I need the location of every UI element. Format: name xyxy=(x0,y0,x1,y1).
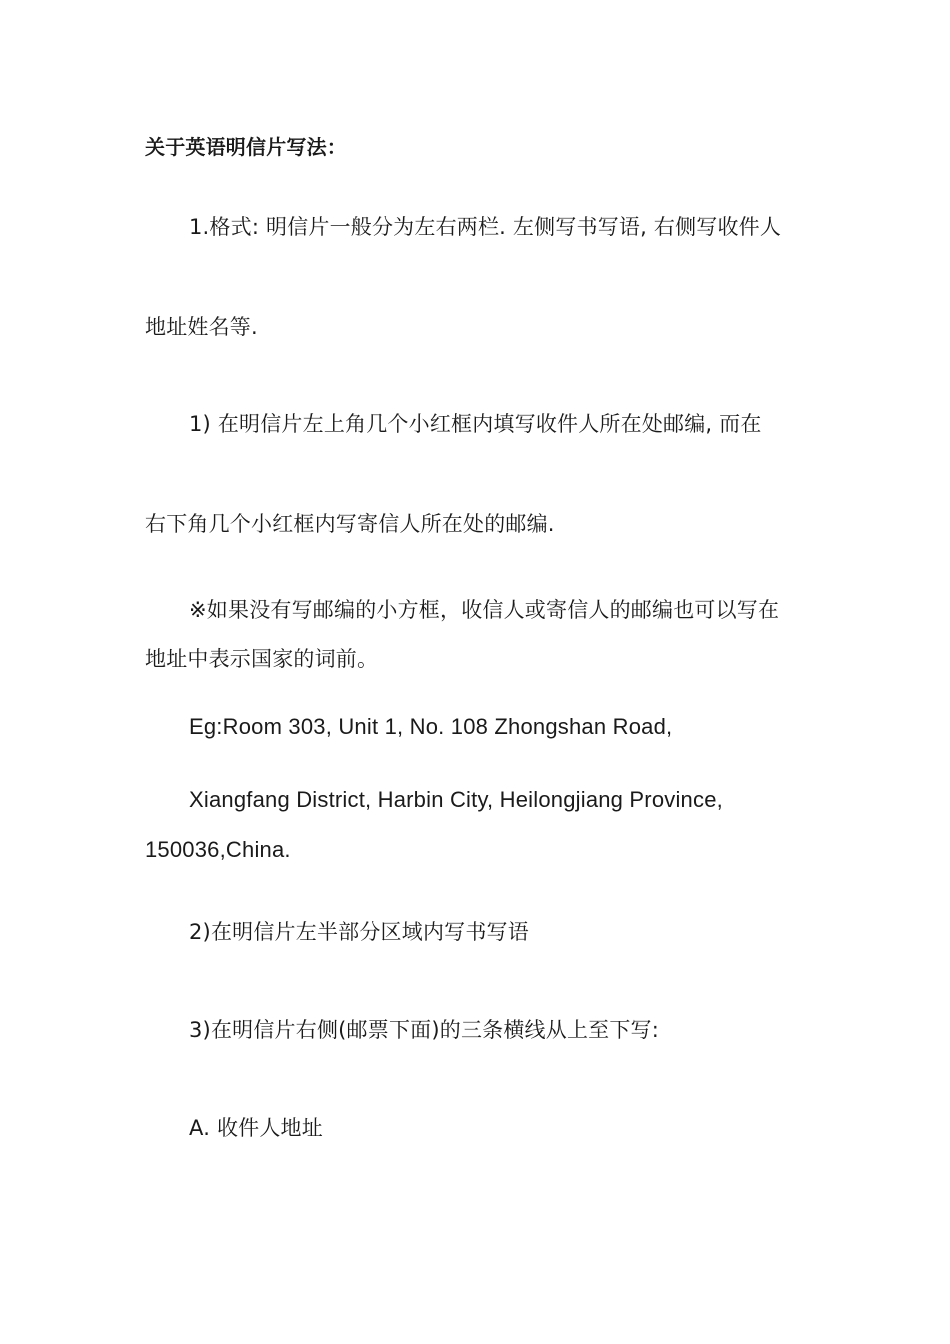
example-address-line-3: 150036,China. xyxy=(145,837,291,862)
example-address-line-1: Eg:Room 303, Unit 1, No. 108 Zhongshan Road, xyxy=(189,714,673,739)
paragraph-step2: 2)在明信片左半部分区域内写书写语 xyxy=(189,920,529,944)
paragraph-format-line-2: 地址姓名等. xyxy=(145,315,258,339)
paragraph-note-line-2: 地址中表示国家的词前。 xyxy=(145,647,379,671)
paragraph-step3: 3)在明信片右侧(邮票下面)的三条横线从上至下写: xyxy=(189,1018,660,1042)
paragraph-step3-item-a: A. 收件人地址 xyxy=(189,1116,323,1140)
paragraph-note-line-1: ※如果没有写邮编的小方框，收信人或寄信人的邮编也可以写在 xyxy=(189,598,780,622)
paragraph-step1-line-1: 1) 在明信片左上角几个小红框内填写收件人所在处邮编, 而在 xyxy=(189,412,762,436)
paragraph-step1-line-2: 右下角几个小红框内写寄信人所在处的邮编. xyxy=(145,512,555,536)
paragraph-format-line-1: 1.格式: 明信片一般分为左右两栏. 左侧写书写语, 右侧写收件人 xyxy=(189,215,782,239)
document-title: 关于英语明信片写法： xyxy=(145,135,347,159)
example-address-line-2: Xiangfang District, Harbin City, Heilongjiang Province, xyxy=(189,787,723,812)
